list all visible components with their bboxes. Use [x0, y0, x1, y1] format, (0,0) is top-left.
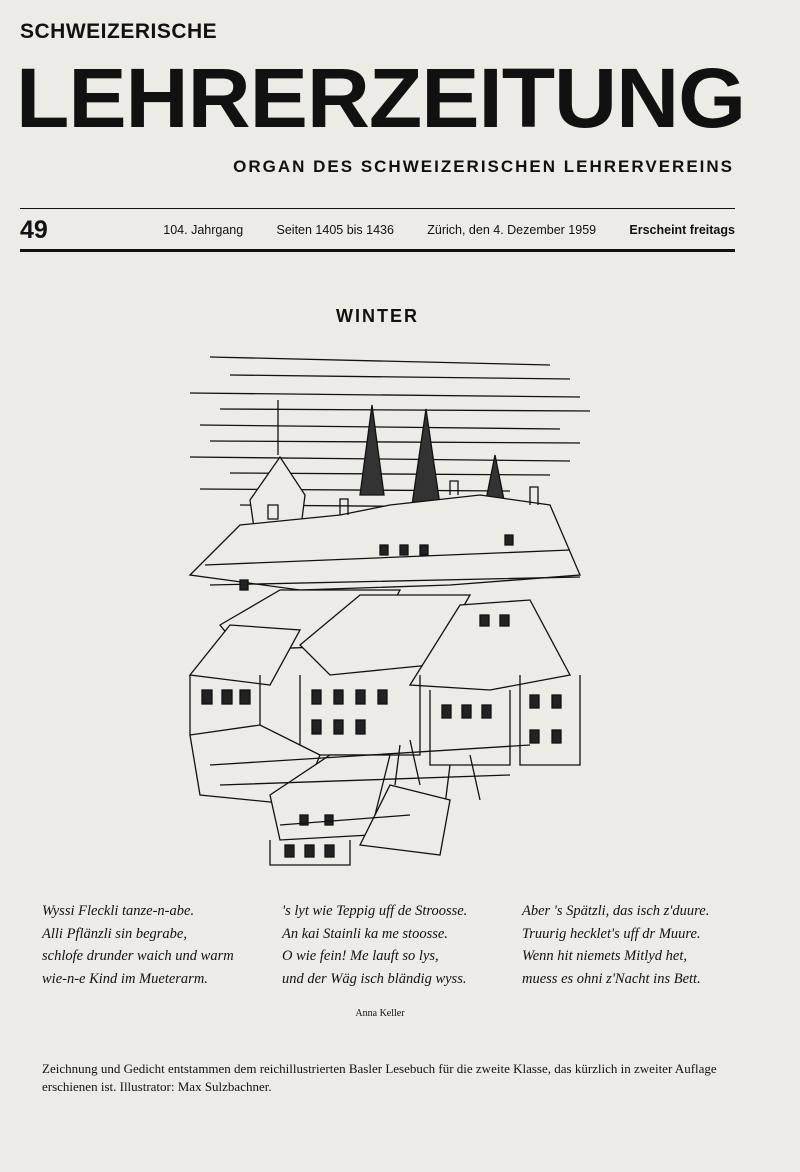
issue-number: 49	[20, 215, 48, 244]
poem-line: An kai Stainli ka me stoosse.	[282, 925, 448, 942]
winter-rooftops-illustration	[150, 345, 610, 875]
poem-line: wie-n-e Kind im Mueterarm.	[42, 970, 208, 987]
poem-line: muess es ohni z'Nacht ins Bett.	[522, 970, 701, 987]
top-divider	[20, 208, 735, 209]
poem-line: Wyssi Fleckli tanze-n-abe.	[42, 903, 195, 919]
poem-line: Aber 's Spätzli, das isch z'duure.	[522, 903, 710, 919]
frequency-label: Erscheint freitags	[629, 223, 735, 237]
illustration-caption: Zeichnung und Gedicht entstammen dem reichillustrierten Basler Lesebuch für die zweite Klasse, das kürzlich in zweiter Auflage erschienen ist. Illustrator: Max Sulzbachner.	[42, 1061, 717, 1094]
masthead-supertitle: SCHWEIZERISCHE	[20, 20, 218, 43]
poem-author: Anna Keller	[355, 1008, 405, 1019]
poem-line: Alli Pflänzli sin begrabe,	[42, 925, 187, 942]
poem-line: Truurig hecklet's uff dr Muure.	[522, 925, 701, 942]
poem-stanza	[522, 900, 709, 990]
date-label: Zürich, den 4. Dezember 1959	[427, 223, 597, 237]
issue-info-bar	[20, 214, 735, 246]
masthead-title: LEHRERZEITUNG	[16, 51, 746, 145]
poem-line: und der Wäg isch bländig wyss.	[282, 970, 467, 987]
bottom-divider	[20, 249, 735, 252]
pages-label: Seiten 1405 bis 1436	[276, 223, 394, 237]
volume-label: 104. Jahrgang	[163, 223, 244, 237]
poem-line: O wie fein! Me lauft so lys,	[282, 948, 439, 964]
article-title: WINTER	[336, 306, 419, 326]
poem-stanza	[42, 900, 234, 990]
poem-line: 's lyt wie Teppig uff de Stroosse.	[282, 903, 468, 919]
poem-line: schlofe drunder waich und warm	[42, 948, 234, 964]
poem-stanza	[282, 900, 467, 990]
masthead-subtitle: ORGAN DES SCHWEIZERISCHEN LEHRERVEREINS	[233, 157, 734, 176]
poem-line: Wenn hit niemets Mitlyd het,	[522, 948, 687, 964]
